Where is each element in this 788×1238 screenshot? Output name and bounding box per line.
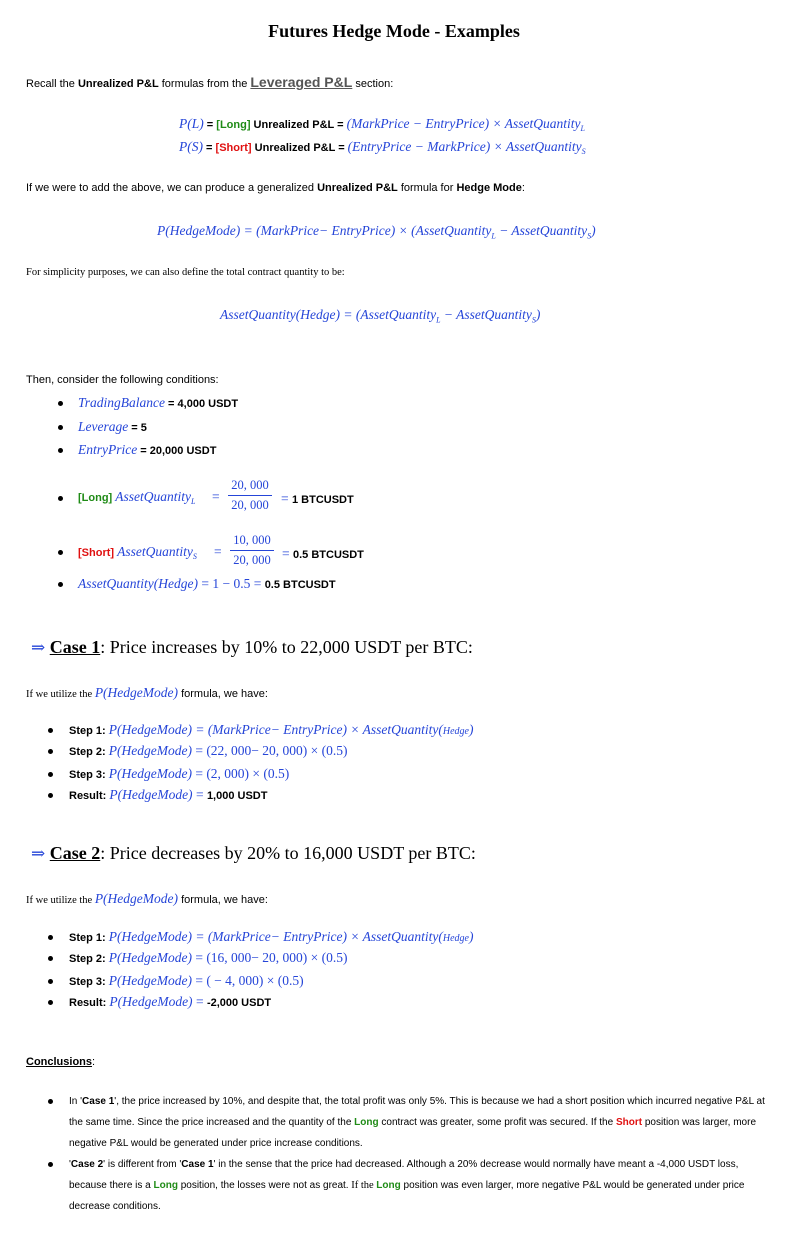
intro-add-prefix: If we were to add the above, we can produce a generalized [26,182,318,194]
long-qty-var: AssetQuantity [115,489,192,504]
case1-label: Case 1 [49,637,101,657]
case1-arrow-icon: ⇒ [31,638,46,657]
short-qty-var: AssetQuantity [117,544,193,559]
hedge-qty-expr: = 1 − 0.5 = [197,576,265,591]
long-qty-eq: = [212,489,220,504]
condition-hedge-qty [78,576,336,592]
quantity-formula-lhs: AssetQuantity(Hedge) [220,307,340,322]
bullet [58,582,63,587]
quantity-formula-end: ) [535,307,541,322]
bullet [48,1000,53,1005]
case2-result [69,994,271,1010]
case1-result-lhs: P(HedgeMode) [109,787,193,802]
bullet [48,772,53,777]
case1-step2 [69,743,348,759]
case2-intro-suffix: formula, we have: [178,894,268,906]
case1-step2-rhs: = (22, 000− 20, 000) × (0.5) [191,743,348,758]
long-qty-fraction [228,478,272,513]
hedge-formula-sub1: L [491,231,496,241]
conclusion-item-2 [69,1154,769,1217]
short-qty-result-eq: = [282,546,293,561]
recall-line [26,74,393,90]
fraction-bar [230,550,274,551]
case2-step2-rhs: = (16, 000− 20, 000) × (0.5) [191,950,348,965]
case2-step2-lhs: P(HedgeMode) [108,950,192,965]
case1-step1-end: ) [468,722,474,737]
simplicity-text: For simplicity purposes, we can also define the total contract quantity to be: [26,267,345,278]
long-qty-num: 20, 000 [231,478,269,492]
case1-intro-prefix: If we utilize the [26,689,95,700]
short-qty-result [282,546,364,562]
condition-trading-balance [78,395,238,411]
case1-step3-rhs: = (2, 000) × (0.5) [191,766,290,781]
case1-step1 [69,722,473,738]
bullet [48,979,53,984]
case2-result-label: Result: [69,997,110,1009]
condition-leverage [78,419,147,435]
bullet [58,496,63,501]
case2-heading [31,843,476,864]
long-qty-sub: L [191,497,196,507]
hedge-formula-end: ) [591,223,596,238]
c2-p3: ' in the sense that the price had decreased. Although a 20% decrease would normally have meant a -4,000 USDT loss, because there is a [69,1159,739,1191]
long-qty-tag: [Long] [78,492,113,504]
leverage-var: Leverage [78,419,129,434]
c2-p1: ' [69,1159,71,1170]
formula-short-eq: = [203,142,216,154]
case1-heading [31,637,473,658]
case1-result [69,787,267,803]
short-qty-num: 10, 000 [233,533,271,547]
c1-long: Long [354,1117,379,1128]
formula-short-lhs: P(S) [179,139,203,154]
recall-bold: Unrealized P&L [77,78,159,90]
recall-suffix: section: [352,78,394,90]
hedge-formula-lhs: P(HedgeMode) [157,223,241,238]
condition-long-qty [78,489,195,506]
hedge-formula [157,223,596,241]
hedge-formula-sub2: S [587,231,592,241]
c1-p2: ', the price increased by 10%, and despite that, the total profit was only 5%. This is because we had a short position which incurred negative P&L at the same time. Since the price increased and the quantity of the [69,1096,765,1128]
formula-long-eq: = [203,119,217,131]
c2-p6: position was even larger, more negative P&L would be generated under price decrease conditions. [69,1180,745,1212]
formula-long-lhs: P(L) [179,116,204,131]
formula-short [179,139,586,156]
case1-intro [26,684,268,702]
condition-short-qty [78,544,197,561]
short-qty-tag: [Short] [78,547,115,559]
case1-step1-hedge: Hedge [442,726,469,737]
hedge-formula-mid: − AssetQuantity [495,223,588,238]
case2-step3-lhs: P(HedgeMode) [108,973,192,988]
case1-step1-lhs: P(HedgeMode) [108,722,192,737]
case1-step1-label: Step 1: [69,725,109,737]
intro-add-suffix: : [521,182,525,194]
long-qty-den: 20, 000 [231,498,269,512]
formula-long-sub: L [580,124,585,134]
formula-short-label: Unrealized P&L = [251,142,348,154]
case1-step3-lhs: P(HedgeMode) [108,766,192,781]
case2-step1-end: ) [468,929,474,944]
bullet [48,956,53,961]
leverage-value: = 5 [128,422,147,434]
case2-arrow-icon: ⇒ [31,844,46,863]
conclusions-colon: : [92,1056,96,1068]
case2-step3 [69,973,304,989]
case1-intro-formula: P(HedgeMode) [94,685,179,700]
leveraged-pl-link[interactable]: Leveraged P&L [250,74,353,90]
case2-result-eq: = [192,994,207,1009]
long-qty-result-eq: = [281,491,292,506]
bullet [58,448,63,453]
case2-label: Case 2 [49,843,101,863]
case2-step1-lhs: P(HedgeMode) [108,929,192,944]
formula-long-rhs: (MarkPrice − EntryPrice) × AssetQuantity [346,116,581,131]
formula-short-tag: [Short] [215,142,252,154]
intro-add-mid: formula for [397,182,457,194]
quantity-formula-sub2: S [531,315,536,325]
quantity-formula-rhs: = (AssetQuantity [339,307,437,322]
conditions-intro: Then, consider the following conditions: [26,374,219,386]
case2-step3-rhs: = ( − 4, 000) × (0.5) [191,973,304,988]
c2-p2: ' is different from ' [103,1159,182,1170]
case2-intro-formula: P(HedgeMode) [94,891,179,906]
condition-entry-price [78,442,216,458]
formula-long [179,116,585,133]
hedge-qty-value: 0.5 BTCUSDT [264,579,336,591]
c2-b2: Case 1 [181,1159,214,1170]
conclusion-item-1 [69,1091,769,1154]
short-qty-sub: S [192,552,197,562]
bullet [48,1162,53,1167]
c1-b1: Case 1 [82,1096,115,1107]
c1-p4: position was larger, more negative P&L would be generated under price increase conditions. [69,1117,757,1149]
case1-result-label: Result: [69,790,110,802]
case2-intro [26,890,268,908]
short-qty-result-val: 0.5 BTCUSDT [293,549,364,561]
page-title: Futures Hedge Mode - Examples [268,21,520,41]
entry-price-value: = 20,000 USDT [137,445,217,457]
c2-p4: position, the losses were not as great. [177,1180,349,1191]
c1-p1: In ' [69,1096,83,1107]
c1-short: Short [615,1117,643,1128]
quantity-formula-sub1: L [436,315,441,325]
case1-intro-suffix: formula, we have: [178,688,268,700]
case1-step3-label: Step 3: [69,769,109,781]
c2-b1: Case 2 [70,1159,104,1170]
long-qty-result [281,491,354,507]
c2-long1: Long [153,1180,178,1191]
bullet [48,1099,53,1104]
case1-step2-label: Step 2: [69,746,109,758]
conclusions-title: Conclusions [26,1056,93,1068]
c1-p3: contract was greater, some profit was secured. If the [378,1117,616,1128]
intro-add-bold1: Unrealized P&L [317,182,398,194]
formula-short-sub: S [581,147,586,157]
c2-long2: Long [376,1180,401,1191]
short-qty-fraction [230,533,274,568]
hedge-formula-rhs: = (MarkPrice− EntryPrice) × (AssetQuantity [240,223,492,238]
case1-step3 [69,766,289,782]
case2-step1 [69,929,473,945]
trading-balance-value: = 4,000 USDT [165,398,239,410]
short-qty-den: 20, 000 [233,553,271,567]
quantity-formula-mid: − AssetQuantity [440,307,532,322]
c2-p5: If the [348,1180,377,1191]
case1-result-eq: = [192,787,207,802]
bullet [58,550,63,555]
trading-balance-var: TradingBalance [78,395,165,410]
case2-step1-label: Step 1: [69,932,109,944]
long-qty-result-val: 1 BTCUSDT [292,494,354,506]
bullet [58,401,63,406]
quantity-formula [220,307,540,325]
intro-add [26,182,525,194]
case1-step1-rhs: = (MarkPrice− EntryPrice) × AssetQuantity( [191,722,443,737]
formula-long-tag: [Long] [216,119,251,131]
recall-mid: formulas from the [158,78,251,90]
case2-step1-rhs: = (MarkPrice− EntryPrice) × AssetQuantity( [191,929,443,944]
case1-step2-lhs: P(HedgeMode) [108,743,192,758]
bullet [58,425,63,430]
case2-heading-text: : Price decreases by 20% to 16,000 USDT per BTC: [100,843,476,863]
case2-step2-label: Step 2: [69,953,109,965]
case2-step1-hedge: Hedge [442,933,469,944]
case2-step2 [69,950,348,966]
case2-step3-label: Step 3: [69,976,109,988]
entry-price-var: EntryPrice [78,442,138,457]
bullet [48,793,53,798]
conclusions-heading [26,1056,95,1068]
recall-prefix: Recall the [26,78,78,90]
bullet [48,749,53,754]
case2-intro-prefix: If we utilize the [26,895,95,906]
bullet [48,728,53,733]
intro-add-bold2: Hedge Mode [456,182,522,194]
case2-result-lhs: P(HedgeMode) [109,994,193,1009]
fraction-bar [228,495,272,496]
short-qty-eq: = [214,544,222,559]
case1-result-value: 1,000 USDT [206,790,268,802]
case1-heading-text: : Price increases by 10% to 22,000 USDT per BTC: [100,637,473,657]
hedge-qty-var: AssetQuantity(Hedge) [78,576,198,591]
formula-long-label: Unrealized P&L = [250,119,347,131]
bullet [48,935,53,940]
formula-short-rhs: (EntryPrice − MarkPrice) × AssetQuantity [347,139,582,154]
case2-result-value: -2,000 USDT [206,997,272,1009]
